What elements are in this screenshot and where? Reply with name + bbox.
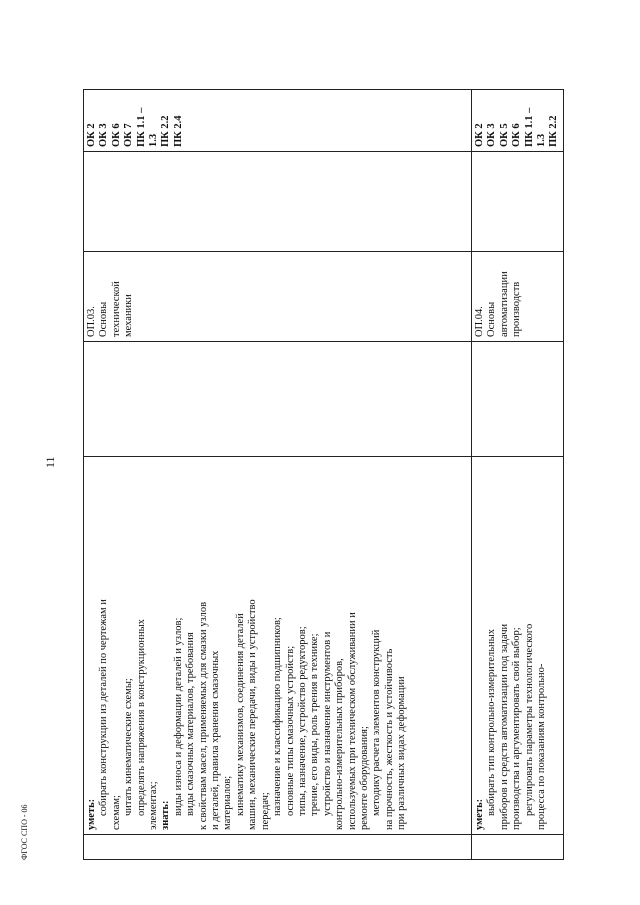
section-heading: уметь: [474,798,485,830]
requirement-line: и деталей, правила хранения смазочных [210,650,222,830]
requirement-line: схемам; [110,795,122,830]
blank-cell [84,152,472,252]
requirements-cell [84,457,472,835]
table-row [472,90,564,860]
competency-code: ПК 1.1 – 1.3 [135,107,160,147]
table-cell-blank [472,835,564,860]
discipline-cell [84,252,472,342]
requirement-line: назначение и классификацию подшипников; [272,617,284,816]
requirement-line: при различных видах деформации [396,676,408,830]
table-cell-blank [84,835,472,860]
section-heading: знать: [160,800,172,830]
footer-code: ФГОС СПО - 06 [20,804,29,860]
requirement-line: используемых при техническом обслуживании и [346,612,358,830]
competency-code: ОК 7 [123,123,135,147]
discipline-name: Основы автоматизации производств [486,271,523,337]
requirement-line: к свойствам масел, применяемых для смазки узлов [197,601,209,830]
requirement-line: виды износа и деформации деталей и узлов; [172,617,184,816]
requirement-line: методику расчета элементов конструкций [371,629,383,816]
competencies-cell [84,90,472,152]
requirement-line: собирать конструкции из деталей по чертежам и [98,599,110,816]
competency-code: ОК 3 [98,123,110,147]
table-row [84,90,472,860]
requirement-line: виды смазочных материалов, требования [185,632,197,816]
competency-code: ОК 2 [86,123,97,147]
blank-cell [472,152,564,252]
requirement-line: основные типы смазочных устройств; [284,645,296,816]
requirement-line: регулировать параметры технологического [523,623,535,816]
requirement-line: на прочность, жесткость и устойчивость [383,648,395,830]
requirement-line: материалов; [222,775,234,830]
discipline-code: ОП.04. [474,306,485,337]
requirements-cell [472,457,564,835]
blank-cell [84,342,472,457]
competency-code: ОК 3 [486,123,498,147]
competency-code: ОК 5 [498,123,510,147]
requirement-line: передач; [259,792,271,830]
curriculum-table [83,89,564,860]
requirement-line: процесса по показаниям контрольно- [536,663,548,830]
requirement-line: устройство и назначение инструментов и [321,631,333,816]
requirement-line: читать кинематические схемы; [123,678,135,816]
requirement-line: элементах; [148,781,160,830]
competency-code: ОК 2 [474,123,485,147]
competencies-cell [472,90,564,152]
competency-code: ПК 1.1 – 1.3 [523,107,548,147]
discipline-name: Основы технической механики [98,281,135,337]
requirement-line: типы, назначение, устройство редукторов; [296,626,308,816]
requirement-line: трение, его виды, роль трения в технике; [309,633,321,816]
requirement-line: выбирать тип контрольно-измерительных [486,629,498,816]
discipline-cell [472,252,564,342]
discipline-code: ОП.03. [86,306,97,337]
requirement-line: машин, механические передачи, виды и устройство [247,599,259,830]
competency-code: ОК 6 [511,123,523,147]
competency-code: ОК 6 [110,123,122,147]
page-number: 11 [43,456,57,468]
requirement-line: производства и аргументировать свой выбор; [511,627,523,830]
competency-code: ПК 2.2 [160,115,172,147]
competency-code: ПК 2.4 [172,115,184,147]
requirement-line: определять напряжения в конструкционных [135,619,147,816]
requirement-line: ремонте оборудования; [358,726,370,830]
requirement-line: приборов и средств автоматизации под задачи [498,623,510,830]
requirement-line: контрольно-измерительных приборов, [334,658,346,830]
rotated-table-page [83,90,560,860]
blank-cell [472,342,564,457]
competency-code: ПК 2.2 [548,115,560,147]
section-heading: уметь: [86,798,97,830]
requirement-line: кинематику механизмов, соединения деталей [234,613,246,816]
